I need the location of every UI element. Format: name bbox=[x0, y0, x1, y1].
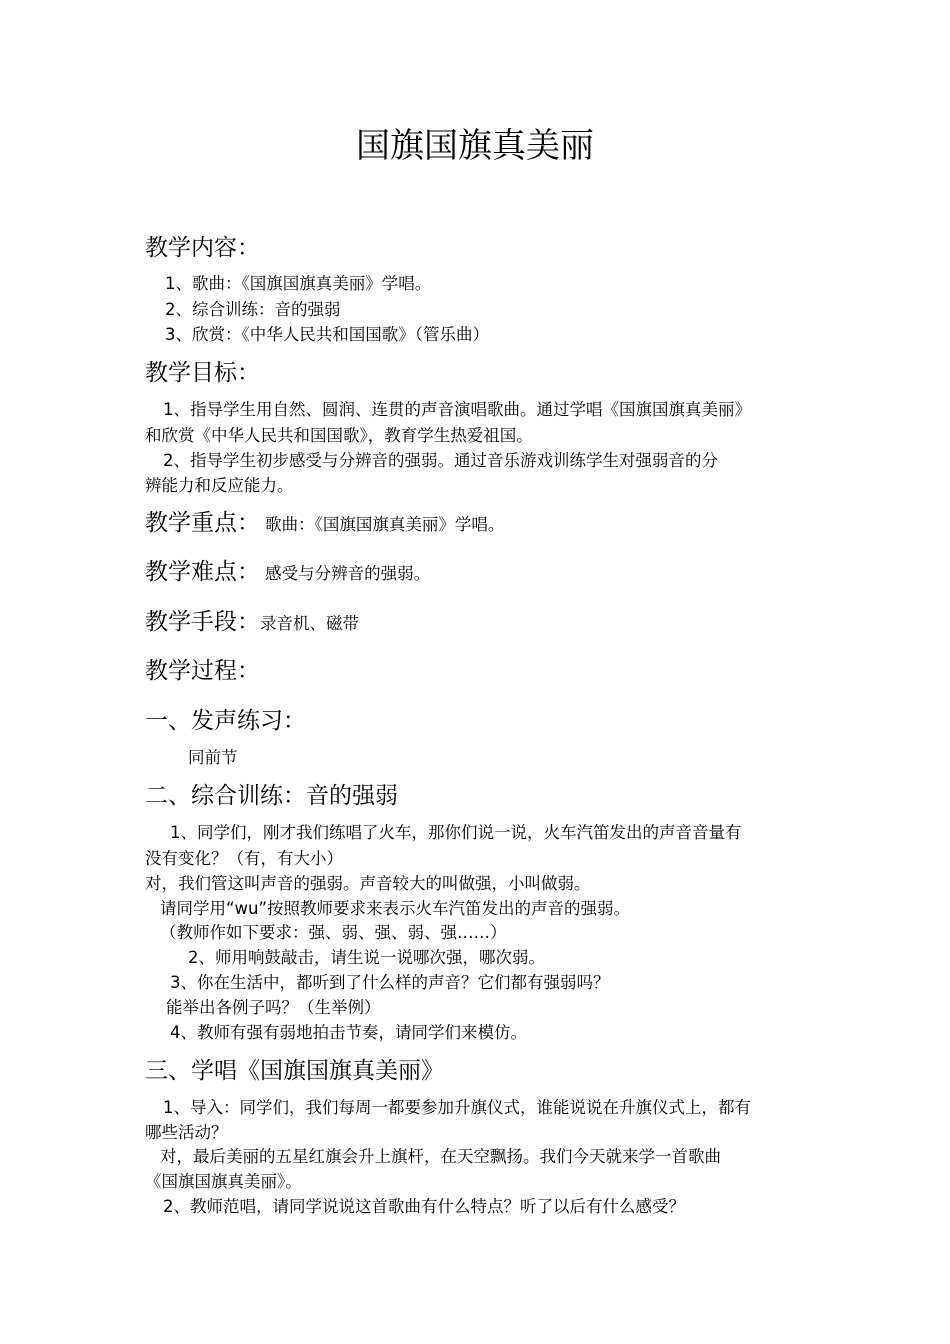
heading-section-2: 二、综合训练：音的强弱 bbox=[145, 783, 398, 809]
section-3-line-1: 1、导入：同学们，我们每周一都要参加升旗仪式，谁能说说在升旗仪式上，都有 bbox=[163, 1098, 751, 1117]
section-2-line-7: 3、你在生活中，都听到了什么样的声音？它们都有强弱吗？ bbox=[170, 973, 610, 992]
objective-line-3: 2、指导学生初步感受与分辨音的强弱。通过音乐游戏训练学生对强弱音的分 bbox=[163, 451, 718, 470]
heading-key-point: 教学重点： bbox=[145, 510, 260, 536]
means-row bbox=[145, 609, 359, 637]
difficulty-row bbox=[145, 559, 430, 587]
section-3-line-2: 哪些活动？ bbox=[145, 1123, 228, 1142]
section-2-line-3: 对，我们管这叫声音的强弱。声音较大的叫做强，小叫做弱。 bbox=[145, 874, 591, 893]
section-3-line-4: 《国旗国旗真美丽》。 bbox=[145, 1172, 302, 1191]
section-2-line-8: 能举出各例子吗？（生举例） bbox=[166, 998, 381, 1017]
heading-process: 教学过程： bbox=[145, 658, 260, 684]
heading-section-1: 一、发声练习： bbox=[145, 708, 306, 734]
section-2-line-6: 2、师用响鼓敲击，请生说一说哪次强，哪次弱。 bbox=[188, 948, 545, 967]
section-2-line-9: 4、教师有强有弱地拍击节奏，请同学们来模仿。 bbox=[170, 1023, 527, 1042]
section-2-line-1: 1、同学们，刚才我们练唱了火车，那你们说一说，火车汽笛发出的声音音量有 bbox=[170, 823, 742, 842]
means-value: 录音机、磁带 bbox=[260, 614, 359, 633]
section-1-line-1: 同前节 bbox=[188, 748, 238, 767]
objective-line-4: 辨能力和反应能力。 bbox=[145, 476, 294, 495]
heading-means: 教学手段： bbox=[145, 609, 260, 635]
content-item-2: 2、综合训练：音的强弱 bbox=[165, 300, 341, 319]
section-3-line-5: 2、教师范唱，请同学说说这首歌曲有什么特点？听了以后有什么感受？ bbox=[163, 1197, 685, 1216]
section-3-line-3: 对，最后美丽的五星红旗会升上旗杆，在天空飘扬。我们今天就来学一首歌曲 bbox=[160, 1147, 721, 1166]
heading-objectives: 教学目标： bbox=[145, 360, 260, 386]
heading-section-3: 三、学唱《国旗国旗真美丽》 bbox=[145, 1058, 444, 1084]
section-2-line-4: 请同学用“wu”按照教师要求来表示火车汽笛发出的声音的强弱。 bbox=[160, 899, 631, 918]
content-item-1: 1、歌曲：《国旗国旗真美丽》学唱。 bbox=[165, 274, 432, 293]
section-2-line-2: 没有变化？（有，有大小） bbox=[145, 849, 343, 868]
key-point-value: 歌曲：《国旗国旗真美丽》学唱。 bbox=[265, 515, 505, 534]
key-point-row bbox=[145, 510, 504, 538]
section-2-line-5: （教师作如下要求：强、弱、强、弱、强……） bbox=[160, 923, 507, 942]
difficulty-value: 感受与分辨音的强弱。 bbox=[265, 564, 431, 583]
document-title: 国旗国旗真美丽 bbox=[356, 126, 594, 166]
objective-line-2: 和欣赏《中华人民共和国国歌》，教育学生热爱祖国。 bbox=[145, 426, 533, 445]
objective-line-1: 1、指导学生用自然、圆润、连贯的声音演唱歌曲。通过学唱《国旗国旗真美丽》 bbox=[163, 400, 751, 419]
heading-content: 教学内容： bbox=[145, 235, 260, 261]
content-item-3: 3、欣赏：《中华人民共和国国歌》（管乐曲） bbox=[165, 325, 489, 344]
heading-difficulty: 教学难点： bbox=[145, 559, 260, 585]
